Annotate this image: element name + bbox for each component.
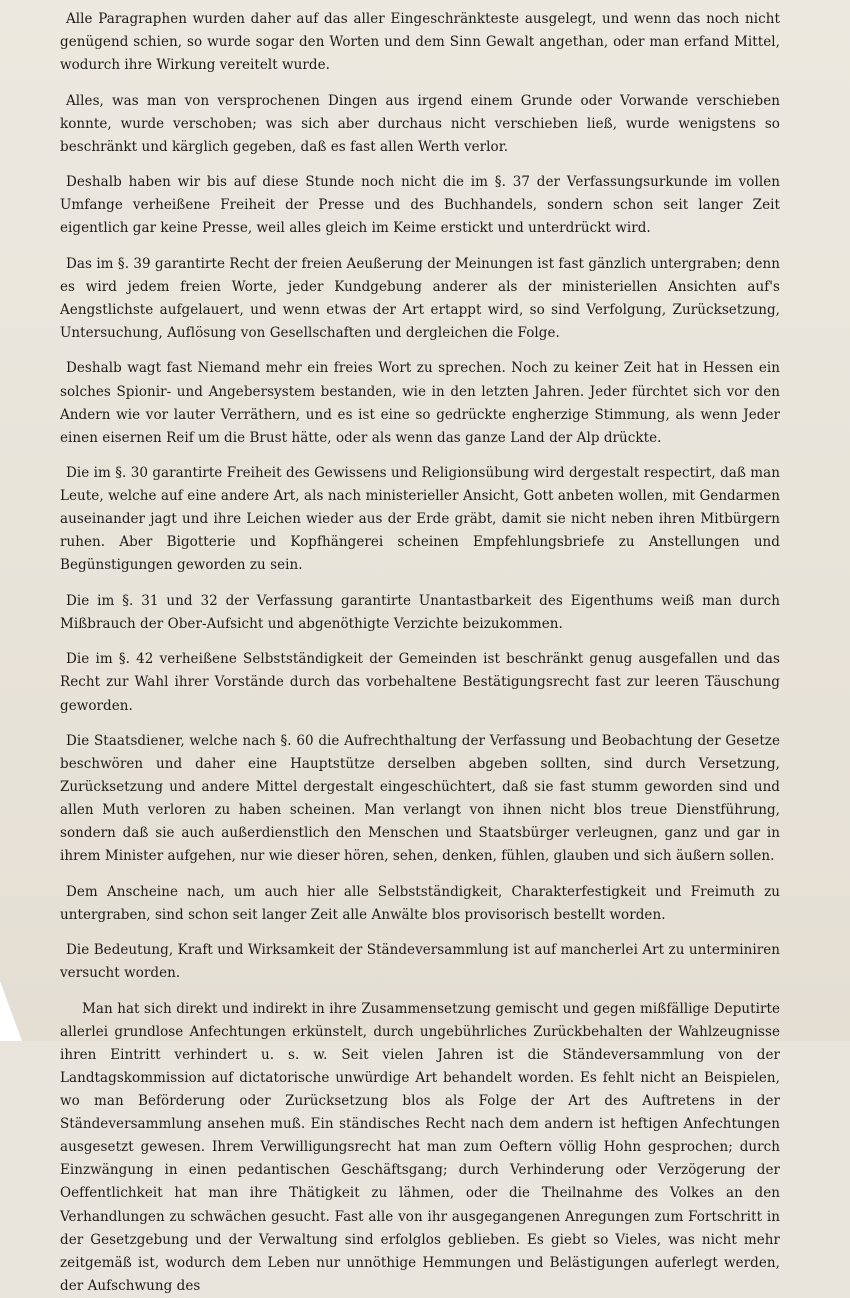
paragraph-8: Die im §. 42 verheißene Selbstständigkeit der Gemeinden ist beschränkt genug ausgefallen und das Recht zur Wahl ihrer Vorstände durch das vorbehaltene Bestätigungsrecht fast zur leeren Täuschung geworden.	[60, 651, 780, 714]
page-corner-fold	[0, 981, 22, 1041]
paragraph-2: Alles, was man von versprochenen Dingen aus irgend einem Grunde oder Vorwande verschieben konnte, wurde verschoben; was sich aber durchaus nicht verschieben ließ, wurde wenigstens so beschränkt und kärglich gegeben, daß es fast allen Werth verlor.	[60, 92, 780, 155]
paragraph-9: Die Staatsdiener, welche nach §. 60 die Aufrechthaltung der Verfassung und Beobachtung der Gesetze beschwören und daher eine Hauptstütze derselben abgeben sollten, sind durch Versetzung, Zurücksetzung und andere Mittel dergestalt eingeschüchtert, daß sie fast stumm geworden sind und allen Muth verloren zu haben scheinen. Man verlangt von ihnen nicht blos treue Dienstführung, sondern daß sie auch außerdienstlich den Menschen und Staatsbürger verleugnen, ganz und gar in ihrem Minister aufgehen, nur wie dieser hören, sehen, denken, fühlen, glauben und sich äußern sollen.	[60, 732, 780, 865]
paragraph-5: Deshalb wagt fast Niemand mehr ein freies Wort zu sprechen. Noch zu keiner Zeit hat in Hessen ein solches Spionir- und Angebersystem bestanden, wie in den letzten Jahren. Jeder fürchtet sich vor den Andern wie vor lauter Verräthern, und es ist eine so gedrückte engherzige Stimmung, als wenn Jeder einen eisernen Reif um die Brust hätte, oder als wenn das ganze Land der Alp drückte.	[60, 360, 780, 446]
paragraph-6: Die im §. 30 garantirte Freiheit des Gewissens und Religionsübung wird dergestalt respectirt, daß man Leute, welche auf eine andere Art, als nach ministerieller Ansicht, Gott anbeten wollen, mit Gendarmen auseinander jagt und ihre Leichen wieder aus der Erde gräbt, damit sie nicht neben ihren Mitbürgern ruhen. Aber Bigotterie und Kopfhängerei scheinen Empfehlungsbriefe zu Anstellungen und Begünstigungen geworden zu sein.	[60, 465, 780, 574]
paragraph-12: Man hat sich direkt und indirekt in ihre Zusammensetzung gemischt und gegen mißfällige Deputirte allerlei grundlose Anfechtungen erkünstelt, durch ungebührliches Zurückbehalten der Wahlzeugnisse ihren Eintritt verhindert u. s. w. Seit vielen Jahren ist die Ständeversammlung von der Landtagskommission auf dictatorische unwürdige Art behandelt worden. Es fehlt nicht an Beispielen, wo man Beförderung oder Zurücksetzung blos als Folge der Art des Auftretens in der Ständeversammlung ansehen muß. Ein ständisches Recht nach dem andern ist heftigen Anfechtungen ausgesetzt gewesen. Ihrem Verwilligungsrecht hat man zum Oeftern völlig Hohn gesprochen; durch Einzwängung in einen pedantischen Geschäftsgang; durch Verhinderung oder Verzögerung der Oeffentlichkeit hat man ihre Thätigkeit zu lähmen, oder die Theilnahme des Volkes an den Verhandlungen zu schwächen gesucht. Fast alle von ihr ausgegangenen Anregungen zum Fortschritt in der Gesetzgebung und der Verwaltung sind erfolglos geblieben. Es giebt so Vieles, was nicht mehr zeitgemäß ist, wodurch dem Leben nur unnöthige Hemmungen und Belästigungen auferlegt werden, der Aufschwung des	[60, 1000, 780, 1294]
paragraph-11: Die Bedeutung, Kraft und Wirksamkeit der Ständeversammlung ist auf mancherlei Art zu unterminiren versucht worden.	[60, 942, 780, 982]
paragraph-1: Alle Paragraphen wurden daher auf das aller Eingeschränkteste ausgelegt, und wenn das noch nicht genügend schien, so wurde sogar den Worten und dem Sinn Gewalt angethan, oder man erfand Mittel, wodurch ihre Wirkung vereitelt wurde.	[60, 11, 780, 74]
paragraph-10: Dem Anscheine nach, um auch hier alle Selbstständigkeit, Charakterfestigkeit und Freimuth zu untergraben, sind schon seit langer Zeit alle Anwälte blos provisorisch bestellt worden.	[60, 883, 780, 923]
paragraph-3: Deshalb haben wir bis auf diese Stunde noch nicht die im §. 37 der Verfassungsurkunde im vollen Umfange verheißene Freiheit der Presse und des Buchhandels, sondern schon seit langer Zeit eigentlich gar keine Presse, weil alles gleich im Keime erstickt und unterdrückt wird.	[60, 174, 780, 237]
paragraph-7: Die im §. 31 und 32 der Verfassung garantirte Unantastbarkeit des Eigenthums weiß man durch Mißbrauch der Ober-Aufsicht und abgenöthigte Verzichte beizukommen.	[60, 592, 780, 632]
document-body	[60, 8, 780, 1298]
paragraph-4: Das im §. 39 garantirte Recht der freien Aeußerung der Meinungen ist fast gänzlich untergraben; denn es wird jedem freien Worte, jeder Kundgebung anderer als der ministeriellen Ansichten auf's Aengstlichste aufgelauert, und wenn etwas der Art ertappt wird, so sind Verfolgung, Zurücksetzung, Untersuchung, Auflösung von Gesellschaften und dergleichen die Folge.	[60, 255, 780, 342]
